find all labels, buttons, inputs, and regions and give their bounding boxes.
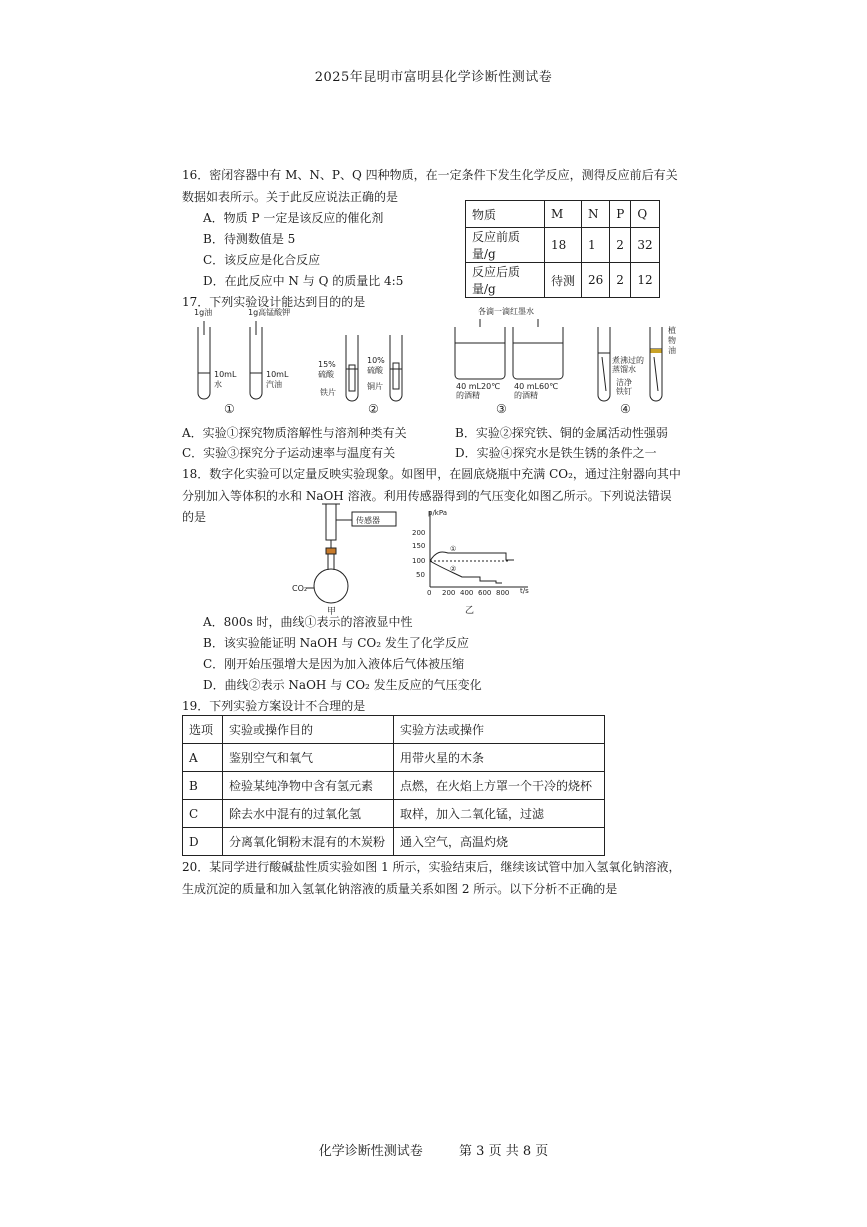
chart-y-label: p/kPa	[428, 509, 448, 517]
q18-option-b: B．该实验能证明 NaOH 与 CO₂ 发生了化学反应	[203, 636, 469, 650]
q18-stem-line2: 分别加入等体积的水和 NaOH 溶液。利用传感器得到的气压变化如图乙所示。下列说法错误	[182, 489, 672, 503]
table-cell: 鉴别空气和氧气	[223, 744, 394, 772]
e3-number: ③	[496, 402, 507, 416]
table-row	[466, 263, 660, 298]
curve-2-label: ②	[450, 565, 457, 573]
e4-label-clean: 洁净	[616, 378, 632, 387]
q18-option-a: A．800s 时，曲线①表示的溶液显中性	[203, 615, 413, 629]
e2-label-acid1: 硫酸	[318, 370, 334, 379]
q20-stem-line2: 生成沉淀的质量和加入氢氧化钠溶液的质量关系如图 2 所示。以下分析不正确的是	[182, 882, 618, 896]
e3-label-beaker2-b: 的酒精	[514, 391, 538, 400]
table-cell: 实验或操作目的	[223, 716, 394, 744]
page-header: 2025年昆明市富明县化学诊断性测试卷	[314, 70, 553, 85]
table-cell: C	[183, 800, 223, 828]
chart-x-tick: 800	[496, 589, 510, 597]
table-row	[183, 800, 605, 828]
table-cell: 物质	[466, 201, 545, 228]
e1-label-gasoline-vol: 10mL	[266, 370, 289, 379]
fig-yi-caption: 乙	[465, 606, 475, 616]
e4-label-oil-2: 物	[668, 336, 676, 345]
table-cell: 32	[631, 228, 659, 263]
e3-label-beaker1-a: 40 mL20℃	[456, 382, 501, 391]
table-cell: N	[582, 201, 610, 228]
e2-label-acid2-conc: 10%	[367, 356, 385, 365]
e4-label-oil-1: 植	[668, 326, 676, 335]
table-cell: 2	[610, 228, 631, 263]
table-cell: D	[183, 828, 223, 856]
chart-x-label: t/s	[520, 587, 529, 595]
q18-stem-line3: 的是	[182, 510, 207, 524]
table-row	[183, 716, 605, 744]
q18-apparatus-figure-jia	[290, 500, 405, 615]
table-cell: M	[545, 201, 582, 228]
chart-y-tick: 50	[416, 571, 425, 579]
e2-label-copper: 铜片	[367, 382, 383, 391]
footer-title: 化学诊断性测试卷	[318, 1144, 423, 1159]
e4-label-nail: 铁钉	[616, 387, 632, 396]
q16-stem-line2: 数据如表所示。关于此反应说法正确的是	[182, 190, 399, 204]
q18-option-d: D．曲线②表示 NaOH 与 CO₂ 发生反应的气压变化	[203, 678, 482, 692]
co2-label: CO₂	[292, 584, 308, 593]
table-row	[183, 828, 605, 856]
e4-label-oil-3: 油	[668, 346, 676, 355]
table-cell: B	[183, 772, 223, 800]
table-cell: A	[183, 744, 223, 772]
table-cell: 18	[545, 228, 582, 263]
table-cell: 2	[610, 263, 631, 298]
q17-option-b: B．实验②探究铁、铜的金属活动性强弱	[455, 426, 668, 440]
q18-pressure-chart-yi	[410, 505, 535, 617]
e2-label-acid1-conc: 15%	[318, 360, 336, 369]
fig-jia-caption: 甲	[327, 607, 337, 615]
q17-stem: 17．下列实验设计能达到目的的是	[182, 295, 366, 309]
q16-stem-line1: 16．密闭容器中有 M、N、P、Q 四种物质，在一定条件下发生化学反应，测得反应前后有关	[182, 168, 678, 182]
q19-stem: 19．下列实验方案设计不合理的是	[182, 699, 366, 713]
table-cell: 反应后质量/g	[466, 263, 545, 298]
table-row	[183, 772, 605, 800]
q16-mass-table	[465, 200, 660, 298]
chart-x-tick: 200	[442, 589, 456, 597]
table-row	[466, 228, 660, 263]
e1-label-water-vol: 10mL	[214, 370, 237, 379]
q19-experiment-table	[182, 715, 605, 856]
chart-y-tick: 150	[412, 542, 426, 550]
table-row	[183, 744, 605, 772]
q17-option-a: A．实验①探究物质溶解性与溶剂种类有关	[182, 426, 407, 440]
e4-label-distilled: 蒸馏水	[612, 365, 636, 374]
q16-option-b: B．待测数值是 5	[203, 232, 296, 246]
page-footer	[0, 1140, 867, 1159]
table-cell: 待测	[545, 263, 582, 298]
e1-label-water: 水	[214, 380, 222, 389]
table-cell: 1	[582, 228, 610, 263]
table-cell: Q	[631, 201, 659, 228]
e1-label-oil: 1g油	[194, 308, 213, 317]
q16-option-d: D．在此反应中 N 与 Q 的质量比 4:5	[203, 274, 404, 288]
table-cell: 检验某纯净物中含有氢元素	[223, 772, 394, 800]
table-cell: 点燃，在火焰上方罩一个干冷的烧杯	[394, 772, 605, 800]
e4-label-boiled: 煮沸过的	[612, 356, 644, 365]
sensor-label: 传感器	[356, 516, 380, 525]
e3-label-beaker2-a: 40 mL60℃	[514, 382, 559, 391]
chart-y-tick: 200	[412, 529, 426, 537]
e2-number: ②	[368, 402, 379, 416]
q17-option-c: C．实验③探究分子运动速率与温度有关	[182, 446, 396, 460]
chart-x-tick: 0	[427, 589, 432, 597]
e4-number: ④	[620, 402, 631, 416]
curve-1-label: ①	[450, 545, 457, 553]
e1-label-gasoline: 汽油	[266, 380, 282, 389]
table-cell: 12	[631, 263, 659, 298]
q18-option-c: C．刚开始压强增大是因为加入液体后气体被压缩	[203, 657, 465, 671]
table-cell: 实验方法或操作	[394, 716, 605, 744]
table-cell: P	[610, 201, 631, 228]
table-cell: 反应前质量/g	[466, 228, 545, 263]
e2-label-acid2: 硫酸	[367, 366, 383, 375]
table-cell: 选项	[183, 716, 223, 744]
table-cell: 用带火星的木条	[394, 744, 605, 772]
q16-option-c: C．该反应是化合反应	[203, 253, 321, 267]
q17-experiment-figure	[180, 305, 700, 420]
q18-stem-line1: 18．数字化实验可以定量反映实验现象。如图甲，在圆底烧瓶中充满 CO₂，通过注射器向其中	[182, 467, 681, 481]
e3-label-ink: 各滴一滴红墨水	[478, 307, 534, 316]
chart-y-tick: 100	[412, 557, 426, 565]
chart-x-tick: 400	[460, 589, 474, 597]
q17-option-d: D．实验④探究水是铁生锈的条件之一	[455, 446, 657, 460]
table-cell: 通入空气，高温灼烧	[394, 828, 605, 856]
e1-number: ①	[224, 402, 235, 416]
e2-label-iron: 铁片	[320, 388, 336, 397]
q16-option-a: A．物质 P 一定是该反应的催化剂	[203, 211, 384, 225]
table-cell: 除去水中混有的过氧化氢	[223, 800, 394, 828]
table-cell: 26	[582, 263, 610, 298]
q20-stem-line1: 20．某同学进行酸碱盐性质实验如图 1 所示，实验结束后，继续该试管中加入氢氧化钠溶液，	[182, 860, 681, 874]
e3-label-beaker1-b: 的酒精	[456, 391, 480, 400]
table-cell: 分离氧化铜粉末混有的木炭粉	[223, 828, 394, 856]
chart-x-tick: 600	[478, 589, 492, 597]
e1-label-kmno4: 1g高锰酸钾	[248, 308, 291, 317]
table-row	[466, 201, 660, 228]
page-number: 第 3 页 共 8 页	[459, 1144, 549, 1159]
table-cell: 取样，加入二氧化锰，过滤	[394, 800, 605, 828]
